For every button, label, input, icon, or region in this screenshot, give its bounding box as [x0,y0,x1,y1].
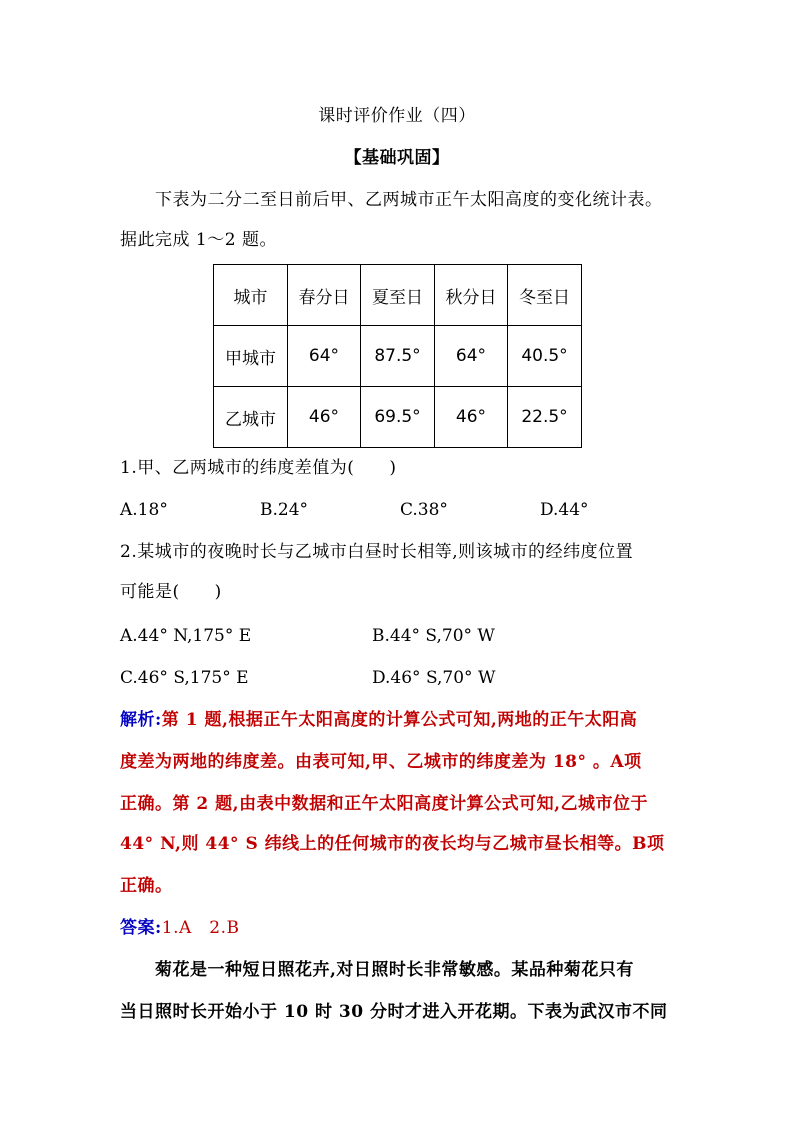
answer-line [120,916,240,940]
passage-line-2: 当日照时长开始小于 10 时 30 分时才进入开花期。下表为武汉市不同 [120,1002,668,1022]
answer-label: 答案: [120,918,162,938]
table-row [214,387,582,448]
q1-option-c: C.38° [400,500,448,520]
analysis-line-1 [120,708,637,732]
question-1-stem: 1.甲、乙两城市的纬度差值为( ) [120,458,397,478]
table-cell: 64° [435,326,508,387]
page-title: 课时评价作业（四） [318,106,476,126]
table-cell: 46° [288,387,361,448]
answer-value: 1.A 2.B [161,918,240,938]
table-cell: 87.5° [361,326,435,387]
analysis-line-4: 44° N,则 44° S 纬线上的任何城市的夜长均与乙城市昼长相等。B项 [120,834,665,854]
table-row [214,326,582,387]
passage-line-1: 菊花是一种短日照花卉,对日照时长非常敏感。某品种菊花只有 [155,960,634,980]
question-2-stem-line-2: 可能是( ) [120,582,222,602]
intro-line-1: 下表为二分二至日前后甲、乙两城市正午太阳高度的变化统计表。 [155,190,663,210]
section-heading: 【基础巩固】 [344,148,450,168]
analysis-label: 解析: [120,710,162,730]
analysis-text: 第 1 题,根据正午太阳高度的计算公式可知,两地的正午太阳高 [161,710,638,730]
table-header-cell: 夏至日 [361,265,435,326]
table-cell: 乙城市 [214,387,288,448]
q2-option-d: D.46° S,70° W [372,668,496,688]
q2-option-b: B.44° S,70° W [372,626,495,646]
analysis-line-3: 正确。第 2 题,由表中数据和正午太阳高度计算公式可知,乙城市位于 [120,794,649,814]
table-cell: 64° [288,326,361,387]
question-2-stem-line-1: 2.某城市的夜晚时长与乙城市白昼时长相等,则该城市的经纬度位置 [120,542,634,562]
table-cell: 46° [435,387,508,448]
solar-altitude-table [213,264,582,448]
analysis-line-2: 度差为两地的纬度差。由表可知,甲、乙城市的纬度差为 18° 。A项 [120,752,642,772]
q1-option-d: D.44° [540,500,589,520]
table-cell: 甲城市 [214,326,288,387]
table-cell: 22.5° [508,387,582,448]
q1-option-b: B.24° [260,500,309,520]
q1-option-a: A.18° [120,500,168,520]
table-cell: 40.5° [508,326,582,387]
q2-option-a: A.44° N,175° E [120,626,252,646]
table-header-cell: 冬至日 [508,265,582,326]
table-cell: 69.5° [361,387,435,448]
intro-line-2: 据此完成 1～2 题。 [120,230,277,250]
analysis-line-5: 正确。 [120,876,173,896]
table-header-row [214,265,582,326]
table-header-cell: 秋分日 [435,265,508,326]
table-header-cell: 城市 [214,265,288,326]
table-header-cell: 春分日 [288,265,361,326]
q2-option-c: C.46° S,175° E [120,668,249,688]
